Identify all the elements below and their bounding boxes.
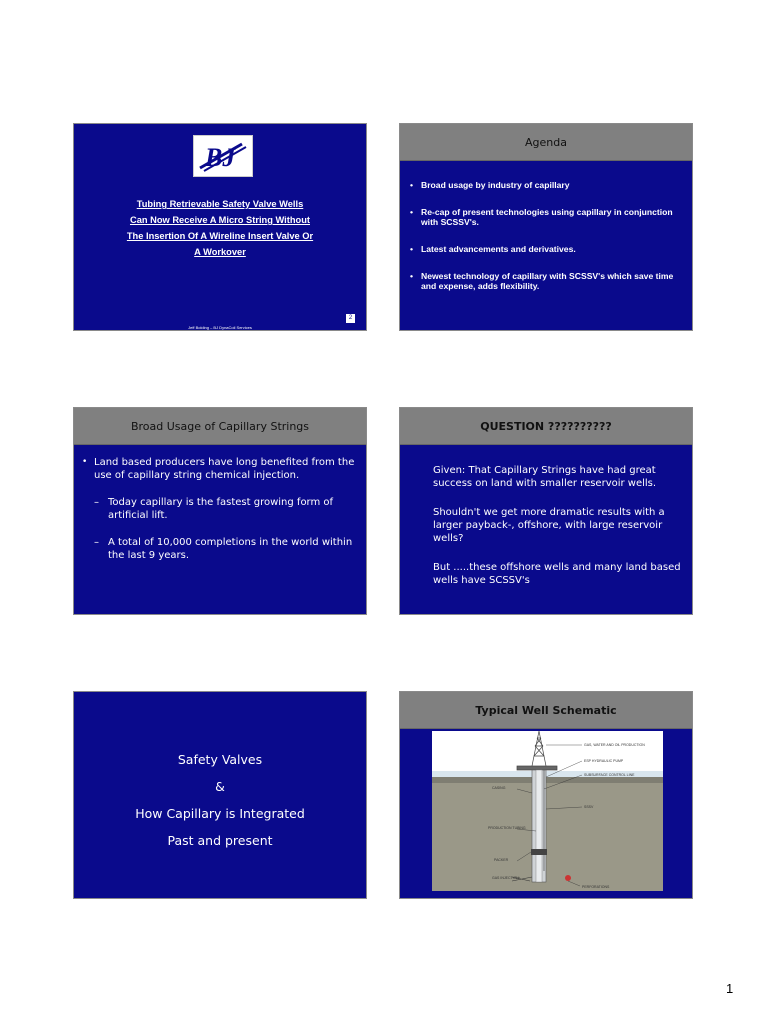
well-schematic-diagram — [432, 731, 663, 891]
presenter-footer: Jeff Bolding – BJ DynaCoil Services — [188, 325, 252, 330]
sub-bullet: – Today capillary is the fastest growing form of artificial lift. — [82, 496, 362, 522]
title-line: Can Now Receive A Micro String Without — [129, 215, 310, 225]
title-line: Tubing Retrievable Safety Valve Wells — [136, 199, 304, 209]
line: How Capillary is Integrated — [135, 806, 305, 821]
line: Past and present — [167, 833, 273, 848]
paragraph: But .....these offshore wells and many land based wells have SCSSV's — [433, 562, 681, 586]
line: Safety Valves — [177, 752, 263, 767]
agenda-item: • Broad usage by industry of capillary — [410, 180, 685, 190]
agenda-item: • Re-cap of present technologies using capillary in conjunction with SCSSV's. — [410, 207, 685, 227]
bj-logo-icon — [196, 138, 250, 174]
slide-body — [74, 750, 366, 858]
slide-title — [73, 123, 367, 331]
paragraph: Given: That Capillary Strings have had great success on land with smaller reservoir wells. — [433, 465, 657, 489]
slide-body — [433, 464, 683, 603]
slide-title-text — [74, 196, 366, 260]
line: & — [215, 779, 225, 794]
slide-broad-usage — [73, 407, 367, 615]
title-line: The Insertion Of A Wireline Insert Valve Or — [126, 231, 314, 241]
label-packer: PACKER — [494, 858, 509, 862]
agenda-list — [410, 180, 685, 308]
title-line: A Workover — [194, 247, 246, 257]
slide-well-schematic — [399, 691, 693, 899]
svg-text:BJ: BJ — [205, 143, 236, 172]
label-gas-injection: GAS INJECTION — [492, 876, 519, 880]
label-esp-pump: ESP HYDRAULIC PUMP — [584, 759, 624, 763]
agenda-item: • Latest advancements and derivatives. — [410, 244, 685, 254]
slide-number-badge: 2 — [346, 314, 355, 323]
slide-safety-valves — [73, 691, 367, 899]
slide-heading: Typical Well Schematic — [400, 692, 692, 729]
page-number: 1 — [726, 981, 734, 996]
label-sssv: SSSV — [584, 805, 594, 809]
label-production-tubing: PRODUCTION TUBING — [488, 826, 526, 830]
slide-body — [82, 456, 362, 576]
label-casing: CASING — [492, 786, 506, 790]
label-perforations: PERFORATIONS — [582, 885, 610, 889]
bullet: • Land based producers have long benefited from the use of capillary string chemical injection. — [82, 456, 362, 482]
agenda-item: • Newest technology of capillary with SCSSV's which save time and expense, adds flexibility. — [410, 271, 685, 291]
slide-heading: Broad Usage of Capillary Strings — [74, 408, 366, 445]
slide-heading: QUESTION ?????????? — [400, 408, 692, 445]
slide-agenda — [399, 123, 693, 331]
label-control-line: SUBSURFACE CONTROL LINE — [584, 773, 635, 777]
slide-question — [399, 407, 693, 615]
paragraph: Shouldn't we get more dramatic results with a larger payback-, offshore, with large reservoir wells? — [433, 507, 665, 544]
slide-heading: Agenda — [400, 124, 692, 161]
sub-bullet: – A total of 10,000 completions in the world within the last 9 years. — [82, 536, 362, 562]
bj-logo — [193, 135, 253, 177]
label-gas-water: GAS, WATER AND OIL PRODUCTION — [584, 743, 645, 747]
